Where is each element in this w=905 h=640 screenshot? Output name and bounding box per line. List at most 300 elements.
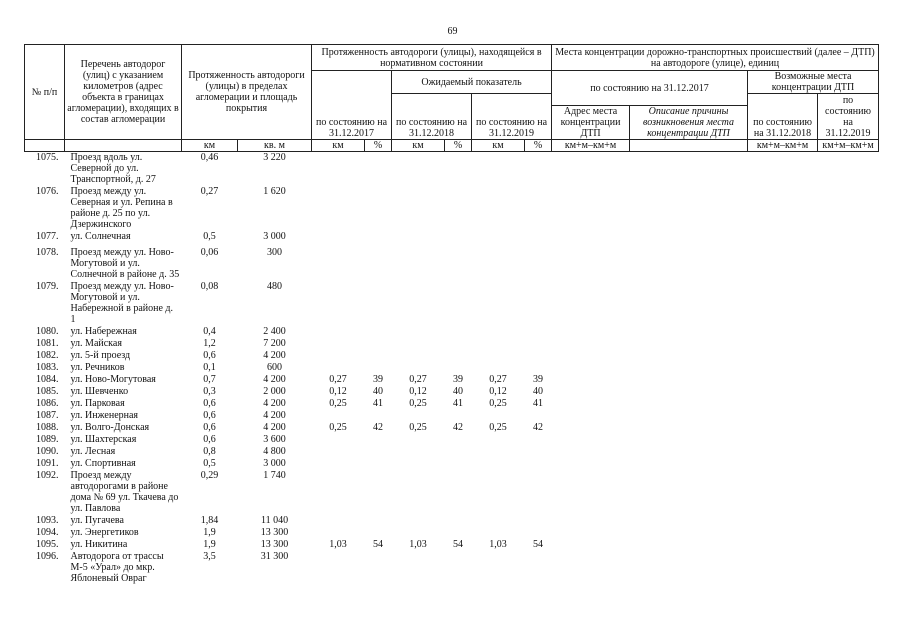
expected-2019-pct: [525, 515, 552, 527]
table-row: [25, 410, 879, 422]
dtp-cell: [630, 374, 748, 386]
dtp-cell: [552, 551, 630, 585]
dtp-cell: [630, 326, 748, 338]
expected-2018-pct: [445, 470, 472, 515]
dtp-cell: [748, 410, 818, 422]
dtp-cell: [748, 326, 818, 338]
expected-2019-pct: [525, 281, 552, 326]
table-row: [25, 386, 879, 398]
normative-2017-pct: [365, 410, 392, 422]
expected-2018-pct: 41: [453, 398, 464, 409]
table-header: [25, 45, 879, 152]
expected-2019-pct: 41: [533, 398, 544, 409]
dtp-cell: [748, 470, 818, 515]
normative-2017-km: [312, 551, 365, 585]
dtp-cell: [818, 539, 879, 551]
dtp-cell: [630, 434, 748, 446]
normative-2017-pct: [365, 515, 392, 527]
dtp-cell: [748, 338, 818, 350]
dtp-cell: [552, 362, 630, 374]
road-area-sqm: 7 200: [263, 338, 286, 349]
dtp-cell: [552, 386, 630, 398]
road-area-sqm: 4 200: [263, 398, 286, 409]
dtp-cell: [818, 231, 879, 243]
dtp-cell: [748, 247, 818, 281]
road-area-sqm: 3 220: [263, 152, 286, 163]
header-reason: Описание причины возникновения места концентрации ДТП: [630, 106, 748, 140]
expected-2018-km: [392, 326, 445, 338]
normative-2017-km: [312, 281, 365, 326]
normative-2017-pct: [365, 470, 392, 515]
road-name: ул. Ново-Могутовая: [70, 374, 156, 385]
normative-2017-km: [312, 350, 365, 362]
road-name: ул. Майская: [70, 338, 122, 349]
road-length-km: 1,84: [200, 515, 219, 526]
expected-2018-pct: 40: [453, 386, 464, 397]
expected-2019-km: [472, 186, 525, 231]
road-area-sqm: 1 620: [263, 186, 286, 197]
road-area-sqm: 11 040: [260, 515, 289, 526]
road-name: Проезд между ул. Ново-Могутовой и ул. Набережной в районе д. 1: [70, 281, 174, 325]
expected-2019-km: [472, 527, 525, 539]
road-area-sqm: 4 200: [263, 350, 286, 361]
dtp-cell: [748, 281, 818, 326]
header-dtp: Места концентрации дорожно-транспортных происшествий (далее – ДТП) на автодороге (улице), единиц: [552, 45, 879, 71]
table-row: [25, 458, 879, 470]
expected-2018-pct: [445, 362, 472, 374]
road-length-km: 1,2: [203, 338, 216, 349]
dtp-cell: [630, 386, 748, 398]
road-area-sqm: 480: [267, 281, 282, 292]
expected-2019-pct: [525, 362, 552, 374]
unit-pct: %: [365, 140, 392, 152]
header-expected-2019: по состоянию на 31.12.2019: [472, 94, 552, 140]
normative-2017-km: [312, 362, 365, 374]
expected-2018-km: [392, 338, 445, 350]
units-blank: [25, 140, 65, 152]
expected-2018-km: [392, 281, 445, 326]
road-length-km: 0,1: [203, 362, 216, 373]
expected-2019-pct: 39: [533, 374, 544, 385]
expected-2018-km: [392, 446, 445, 458]
normative-2017-km: 0,27: [329, 374, 347, 385]
road-name: Проезд между автодорогами в районе дома № 69 ул. Ткачева до ул. Павлова: [70, 470, 179, 514]
unit-pct: %: [525, 140, 552, 152]
road-length-km: 1,9: [203, 539, 216, 550]
dtp-cell: [630, 470, 748, 515]
normative-2017-pct: [365, 527, 392, 539]
table-row: [25, 374, 879, 386]
dtp-cell: [748, 422, 818, 434]
normative-2017-km: [312, 410, 365, 422]
dtp-cell: [818, 186, 879, 231]
expected-2019-pct: [525, 326, 552, 338]
dtp-cell: [818, 422, 879, 434]
header-normative-2017: по состоянию на 31.12.2017: [312, 71, 392, 140]
road-name: ул. 5-й проезд: [70, 350, 131, 361]
row-number: 1086.: [36, 398, 59, 409]
road-name: ул. Шевченко: [70, 386, 129, 397]
dtp-cell: [748, 515, 818, 527]
dtp-cell: [552, 326, 630, 338]
table-row: [25, 527, 879, 539]
expected-2018-km: [392, 410, 445, 422]
row-number: 1078.: [36, 247, 59, 258]
header-normative: Протяженность автодороги (улицы), находящейся в нормативном состоянии: [312, 45, 552, 71]
road-length-km: 0,6: [203, 422, 216, 433]
dtp-cell: [818, 362, 879, 374]
road-area-sqm: 4 200: [263, 410, 286, 421]
dtp-cell: [748, 374, 818, 386]
normative-2017-km: [312, 326, 365, 338]
table-row: [25, 231, 879, 243]
normative-2017-pct: 40: [373, 386, 384, 397]
expected-2019-pct: [525, 152, 552, 187]
normative-2017-km: [312, 434, 365, 446]
road-area-sqm: 3 000: [263, 458, 286, 469]
unit-km: км: [392, 140, 445, 152]
expected-2018-km: [392, 434, 445, 446]
table-row: [25, 350, 879, 362]
road-area-sqm: 4 200: [263, 422, 286, 433]
road-area-sqm: 600: [267, 362, 282, 373]
road-length-km: 0,7: [203, 374, 216, 385]
expected-2018-pct: 42: [453, 422, 464, 433]
header-address: Адрес места концентрации ДТП: [552, 106, 630, 140]
expected-2018-km: 0,25: [409, 422, 427, 433]
expected-2018-km: [392, 186, 445, 231]
roads-table: [24, 44, 879, 585]
expected-2018-pct: [445, 281, 472, 326]
dtp-cell: [552, 410, 630, 422]
dtp-cell: [748, 458, 818, 470]
road-length-km: 1,9: [203, 527, 216, 538]
road-name: ул. Солнечная: [70, 231, 131, 242]
dtp-cell: [630, 247, 748, 281]
road-length-km: 0,5: [203, 231, 216, 242]
dtp-cell: [818, 410, 879, 422]
normative-2017-km: [312, 152, 365, 187]
normative-2017-pct: [365, 152, 392, 187]
road-area-sqm: 4 200: [263, 374, 286, 385]
row-number: 1075.: [36, 152, 59, 163]
road-name: ул. Лесная: [70, 446, 116, 457]
road-length-km: 0,5: [203, 458, 216, 469]
dtp-cell: [818, 527, 879, 539]
road-length-km: 0,08: [200, 281, 219, 292]
normative-2017-km: [312, 458, 365, 470]
expected-2018-km: [392, 231, 445, 243]
dtp-cell: [552, 470, 630, 515]
road-length-km: 3,5: [203, 551, 216, 562]
table-row: [25, 326, 879, 338]
road-name: ул. Шахтерская: [70, 434, 137, 445]
road-length-km: 0,6: [203, 398, 216, 409]
expected-2018-km: 0,25: [409, 398, 427, 409]
units-row: [25, 140, 879, 152]
dtp-cell: [630, 350, 748, 362]
expected-2019-km: [472, 281, 525, 326]
dtp-cell: [748, 539, 818, 551]
road-length-km: 0,29: [200, 470, 219, 481]
road-area-sqm: 1 740: [263, 470, 286, 481]
normative-2017-pct: [365, 458, 392, 470]
dtp-cell: [630, 551, 748, 585]
expected-2019-km: [472, 231, 525, 243]
dtp-cell: [630, 186, 748, 231]
expected-2019-km: [472, 152, 525, 187]
road-name: ул. Пугачева: [70, 515, 124, 526]
road-length-km: 0,27: [200, 186, 219, 197]
expected-2019-km: [472, 551, 525, 585]
normative-2017-pct: [365, 247, 392, 281]
expected-2018-pct: [445, 458, 472, 470]
expected-2019-pct: [525, 338, 552, 350]
expected-2018-km: [392, 152, 445, 187]
normative-2017-km: 0,25: [329, 398, 347, 409]
expected-2018-pct: [445, 338, 472, 350]
dtp-cell: [552, 527, 630, 539]
row-number: 1094.: [36, 527, 59, 538]
dtp-cell: [552, 458, 630, 470]
expected-2019-km: 0,12: [489, 386, 507, 397]
dtp-cell: [630, 539, 748, 551]
expected-2019-pct: [525, 186, 552, 231]
expected-2019-km: 0,25: [489, 398, 507, 409]
dtp-cell: [748, 231, 818, 243]
expected-2019-pct: [525, 470, 552, 515]
row-number: 1092.: [36, 470, 59, 481]
dtp-cell: [818, 458, 879, 470]
dtp-cell: [818, 398, 879, 410]
expected-2018-pct: [445, 434, 472, 446]
expected-2019-pct: [525, 446, 552, 458]
road-area-sqm: 2 400: [263, 326, 286, 337]
road-area-sqm: 13 300: [260, 539, 289, 550]
dtp-cell: [552, 398, 630, 410]
dtp-cell: [748, 446, 818, 458]
expected-2018-pct: 54: [453, 539, 464, 550]
normative-2017-km: [312, 231, 365, 243]
road-name: ул. Никитина: [70, 539, 128, 550]
table-row: [25, 422, 879, 434]
road-area-sqm: 13 300: [260, 527, 289, 538]
dtp-cell: [748, 350, 818, 362]
dtp-cell: [630, 152, 748, 187]
row-number: 1082.: [36, 350, 59, 361]
expected-2019-km: [472, 326, 525, 338]
road-length-km: 0,6: [203, 350, 216, 361]
dtp-cell: [748, 551, 818, 585]
table-body: [25, 152, 879, 586]
row-number: 1090.: [36, 446, 59, 457]
dtp-cell: [630, 458, 748, 470]
unit-km: км: [472, 140, 525, 152]
expected-2019-km: [472, 470, 525, 515]
row-number: 1079.: [36, 281, 59, 292]
dtp-cell: [818, 434, 879, 446]
normative-2017-pct: [365, 281, 392, 326]
row-number: 1085.: [36, 386, 59, 397]
normative-2017-pct: 39: [373, 374, 384, 385]
row-number: 1087.: [36, 410, 59, 421]
normative-2017-km: [312, 186, 365, 231]
table-row: [25, 281, 879, 326]
dtp-cell: [748, 398, 818, 410]
dtp-cell: [748, 362, 818, 374]
row-number: 1077.: [36, 231, 59, 242]
expected-2018-km: 1,03: [409, 539, 427, 550]
normative-2017-pct: [365, 434, 392, 446]
dtp-cell: [748, 152, 818, 187]
road-area-sqm: 31 300: [260, 551, 289, 562]
expected-2019-pct: 54: [533, 539, 544, 550]
dtp-cell: [552, 515, 630, 527]
road-length-km: 0,6: [203, 434, 216, 445]
road-name: Проезд между ул. Ново-Могутовой и ул. Солнечной в районе д. 35: [70, 247, 180, 280]
road-name: ул. Набережная: [70, 326, 137, 337]
expected-2018-pct: [445, 152, 472, 187]
road-length-km: 0,6: [203, 410, 216, 421]
road-name: Автодорога от трассы М-5 «Урал» до мкр. Яблоневый Овраг: [70, 551, 164, 584]
page-number: 69: [447, 26, 458, 37]
table-row: [25, 551, 879, 585]
road-length-km: 0,3: [203, 386, 216, 397]
table-row: [25, 539, 879, 551]
expected-2018-km: 0,12: [409, 386, 427, 397]
normative-2017-km: [312, 338, 365, 350]
expected-2018-km: [392, 247, 445, 281]
normative-2017-pct: [365, 350, 392, 362]
dtp-cell: [630, 410, 748, 422]
expected-2019-pct: 40: [533, 386, 544, 397]
road-name: ул. Речников: [70, 362, 125, 373]
dtp-cell: [630, 231, 748, 243]
dtp-cell: [630, 338, 748, 350]
road-name: ул. Инженерная: [70, 410, 139, 421]
row-number: 1091.: [36, 458, 59, 469]
expected-2019-pct: [525, 231, 552, 243]
row-number: 1080.: [36, 326, 59, 337]
expected-2019-km: [472, 515, 525, 527]
dtp-cell: [818, 374, 879, 386]
expected-2018-pct: [445, 527, 472, 539]
normative-2017-km: 0,25: [329, 422, 347, 433]
dtp-cell: [818, 350, 879, 362]
dtp-cell: [630, 422, 748, 434]
table-row: [25, 152, 879, 187]
expected-2019-km: [472, 338, 525, 350]
expected-2019-km: 1,03: [489, 539, 507, 550]
dtp-cell: [630, 527, 748, 539]
dtp-cell: [552, 446, 630, 458]
header-possible: Возможные места концентрации ДТП: [748, 71, 879, 94]
dtp-cell: [818, 326, 879, 338]
normative-2017-km: 0,12: [329, 386, 347, 397]
normative-2017-km: [312, 515, 365, 527]
row-number: 1083.: [36, 362, 59, 373]
table-row: [25, 398, 879, 410]
unit-kmm: км+м–км+м: [818, 140, 879, 152]
unit-pct: %: [445, 140, 472, 152]
expected-2018-km: [392, 470, 445, 515]
header-expected-2018: по состоянию на 31.12.2018: [392, 94, 472, 140]
dtp-cell: [818, 515, 879, 527]
dtp-cell: [748, 186, 818, 231]
normative-2017-km: [312, 247, 365, 281]
expected-2019-km: [472, 458, 525, 470]
dtp-cell: [552, 186, 630, 231]
road-area-sqm: 3 000: [263, 231, 286, 242]
dtp-cell: [630, 362, 748, 374]
expected-2018-km: [392, 551, 445, 585]
normative-2017-pct: [365, 446, 392, 458]
expected-2018-pct: [445, 247, 472, 281]
dtp-cell: [818, 152, 879, 187]
dtp-cell: [552, 281, 630, 326]
row-number: 1093.: [36, 515, 59, 526]
header-possible-2019: по состоянию на 31.12.2019: [818, 94, 879, 140]
header-expected: Ожидаемый показатель: [392, 71, 552, 94]
normative-2017-km: [312, 446, 365, 458]
table-row: [25, 186, 879, 231]
dtp-cell: [630, 446, 748, 458]
dtp-cell: [552, 374, 630, 386]
header-dtp-2017: по состоянию на 31.12.2017: [552, 71, 748, 106]
expected-2019-km: [472, 410, 525, 422]
expected-2018-pct: [445, 350, 472, 362]
table-row: [25, 470, 879, 515]
dtp-cell: [818, 551, 879, 585]
road-name: ул. Парковая: [70, 398, 125, 409]
normative-2017-pct: 41: [373, 398, 384, 409]
row-number: 1088.: [36, 422, 59, 433]
dtp-cell: [748, 527, 818, 539]
unit-km: км: [312, 140, 365, 152]
dtp-cell: [552, 350, 630, 362]
normative-2017-pct: [365, 326, 392, 338]
row-number: 1084.: [36, 374, 59, 385]
expected-2018-pct: [445, 410, 472, 422]
expected-2019-pct: 42: [533, 422, 544, 433]
road-area-sqm: 4 800: [263, 446, 286, 457]
expected-2019-km: [472, 350, 525, 362]
expected-2018-km: [392, 350, 445, 362]
normative-2017-pct: [365, 551, 392, 585]
dtp-cell: [818, 338, 879, 350]
expected-2018-km: [392, 515, 445, 527]
unit-sqm: кв. м: [238, 140, 312, 152]
expected-2019-km: [472, 247, 525, 281]
expected-2019-km: [472, 446, 525, 458]
dtp-cell: [552, 247, 630, 281]
dtp-cell: [552, 152, 630, 187]
row-number: 1096.: [36, 551, 59, 562]
expected-2019-km: 0,25: [489, 422, 507, 433]
normative-2017-km: [312, 527, 365, 539]
row-number: 1081.: [36, 338, 59, 349]
dtp-cell: [818, 386, 879, 398]
normative-2017-km: [312, 470, 365, 515]
road-length-km: 0,06: [200, 247, 219, 258]
unit-kmm: км+м–км+м: [552, 140, 630, 152]
normative-2017-pct: [365, 186, 392, 231]
road-area-sqm: 300: [267, 247, 282, 258]
expected-2019-pct: [525, 247, 552, 281]
road-length-km: 0,8: [203, 446, 216, 457]
expected-2018-km: 0,27: [409, 374, 427, 385]
dtp-cell: [748, 434, 818, 446]
